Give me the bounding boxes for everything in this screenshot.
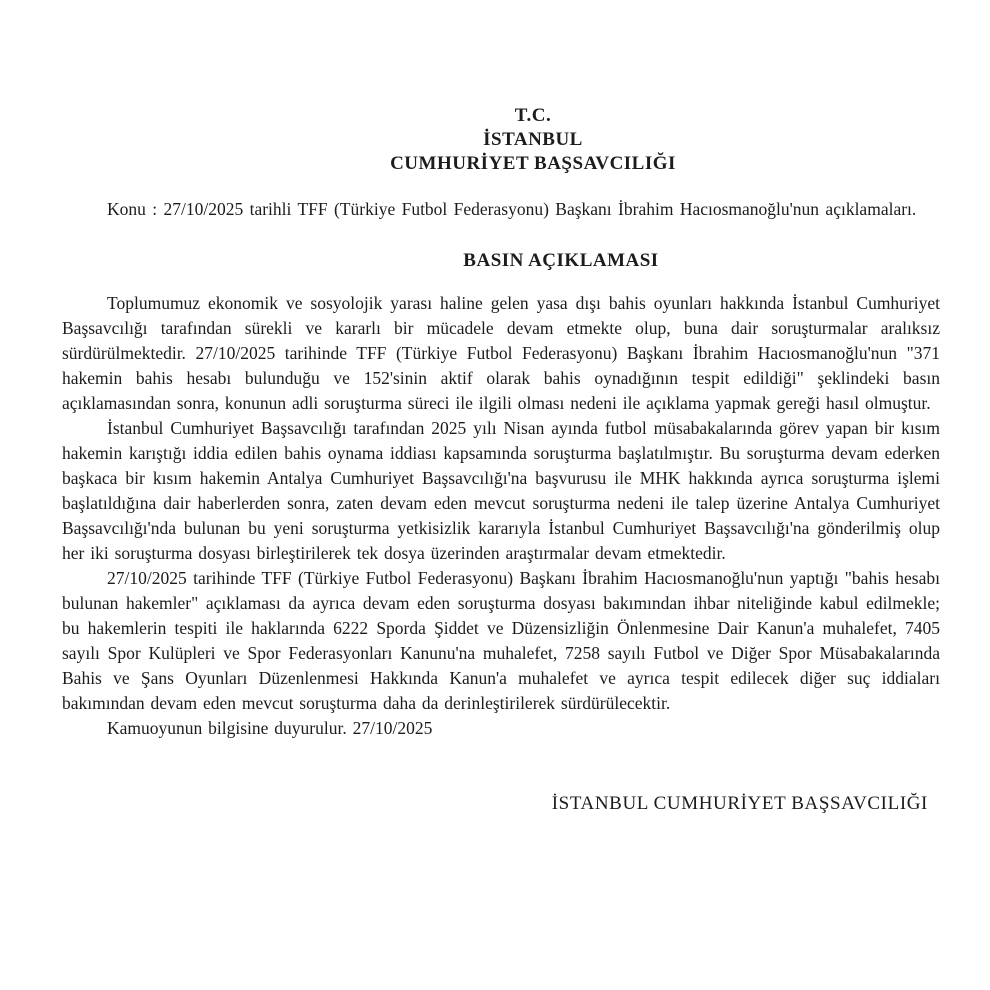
paragraph-1: Toplumumuz ekonomik ve sosyolojik yarası haline gelen yasa dışı bahis oyunları hakkında İstanbul Cumhuriyet Başsavcılığı tarafından sürekli ve kararlı bir mücadele devam etmekte olup, buna dair soruşturmalar aralıksız sürdürülmektedir. 27/10/2025 tarihinde TFF (Türkiye Futbol Federasyonu) Başkanı İbrahim Hacıosmanoğlu'nun "371 hakemin bahis hesabı bulunduğu ve 152'sinin aktif olarak bahis oynadığının tespit edildiği" şeklindeki basın açıklamasından sonra, konunun adli soruşturma süreci ile ilgili olması nedeni ile açıklama yapmak gereği hasıl olmuştur.: [62, 293, 940, 413]
letterhead: [94, 104, 972, 176]
letterhead-line-office: CUMHURİYET BAŞSAVCILIĞI: [390, 153, 676, 174]
document-body: [62, 291, 940, 741]
paragraph-2: İstanbul Cumhuriyet Başsavcılığı tarafından 2025 yılı Nisan ayında futbol müsabakalarında görev yapan bir kısım hakemin karıştığı iddia edilen bahis oynama iddiası kapsamında soruşturma başlatılmıştır. Bu soruşturma devam ederken başkaca bir kısım hakemin Antalya Cumhuriyet Başsavcılığı'na başvurusu ile MHK hakkında ayrıca soruşturma işlemi başlatıldığına dair haberlerden sonra, zaten devam eden mevcut soruşturma nedeni ile talep üzerine Antalya Cumhuriyet Başsavcılığı'nda bulunan bu yeni soruşturma yetkisizlik kararıyla İstanbul Cumhuriyet Başsavcılığı'na gönderilmiş olup her iki soruşturma dosyası birleştirilerek tek dosya üzerinden araştırmalar devam etmektedir.: [62, 418, 940, 563]
document-title: BASIN AÇIKLAMASI: [463, 250, 659, 271]
subject-line: Konu : 27/10/2025 tarihli TFF (Türkiye Futbol Federasyonu) Başkanı İbrahim Hacıosmanoğlu'nun açıklamaları.: [107, 199, 917, 219]
closing-line: Kamuoyunun bilgisine duyurulur. 27/10/2025: [107, 718, 433, 738]
paragraph-3: 27/10/2025 tarihinde TFF (Türkiye Futbol Federasyonu) Başkanı İbrahim Hacıosmanoğlu'nun yaptığı "bahis hesabı bulunan hakemler" açıklaması da ayrıca devam eden soruşturma dosyası bakımından ihbar niteliğinde kabul edilmekle; bu hakemlerin tespiti ile haklarında 6222 Sporda Şiddet ve Düzensizliğin Önlenmesine Dair Kanun'a muhalefet, 7405 sayılı Spor Kulüpleri ve Spor Federasyonları Kanunu'na muhalefet, 7258 sayılı Futbol ve Diğer Spor Müsabakalarında Bahis ve Şans Oyunları Düzenlenmesi Hakkında Kanun'a muhalefet ve ayrıca tespit edilecek diğer suç iddiaları bakımından devam eden mevcut soruşturma daha da derinleştirilerek sürdürülecektir.: [62, 568, 940, 713]
letterhead-line-city: İSTANBUL: [483, 129, 583, 150]
signature-line: İSTANBUL CUMHURİYET BAŞSAVCILIĞI: [551, 793, 928, 814]
letterhead-line-tc: T.C.: [514, 105, 552, 126]
